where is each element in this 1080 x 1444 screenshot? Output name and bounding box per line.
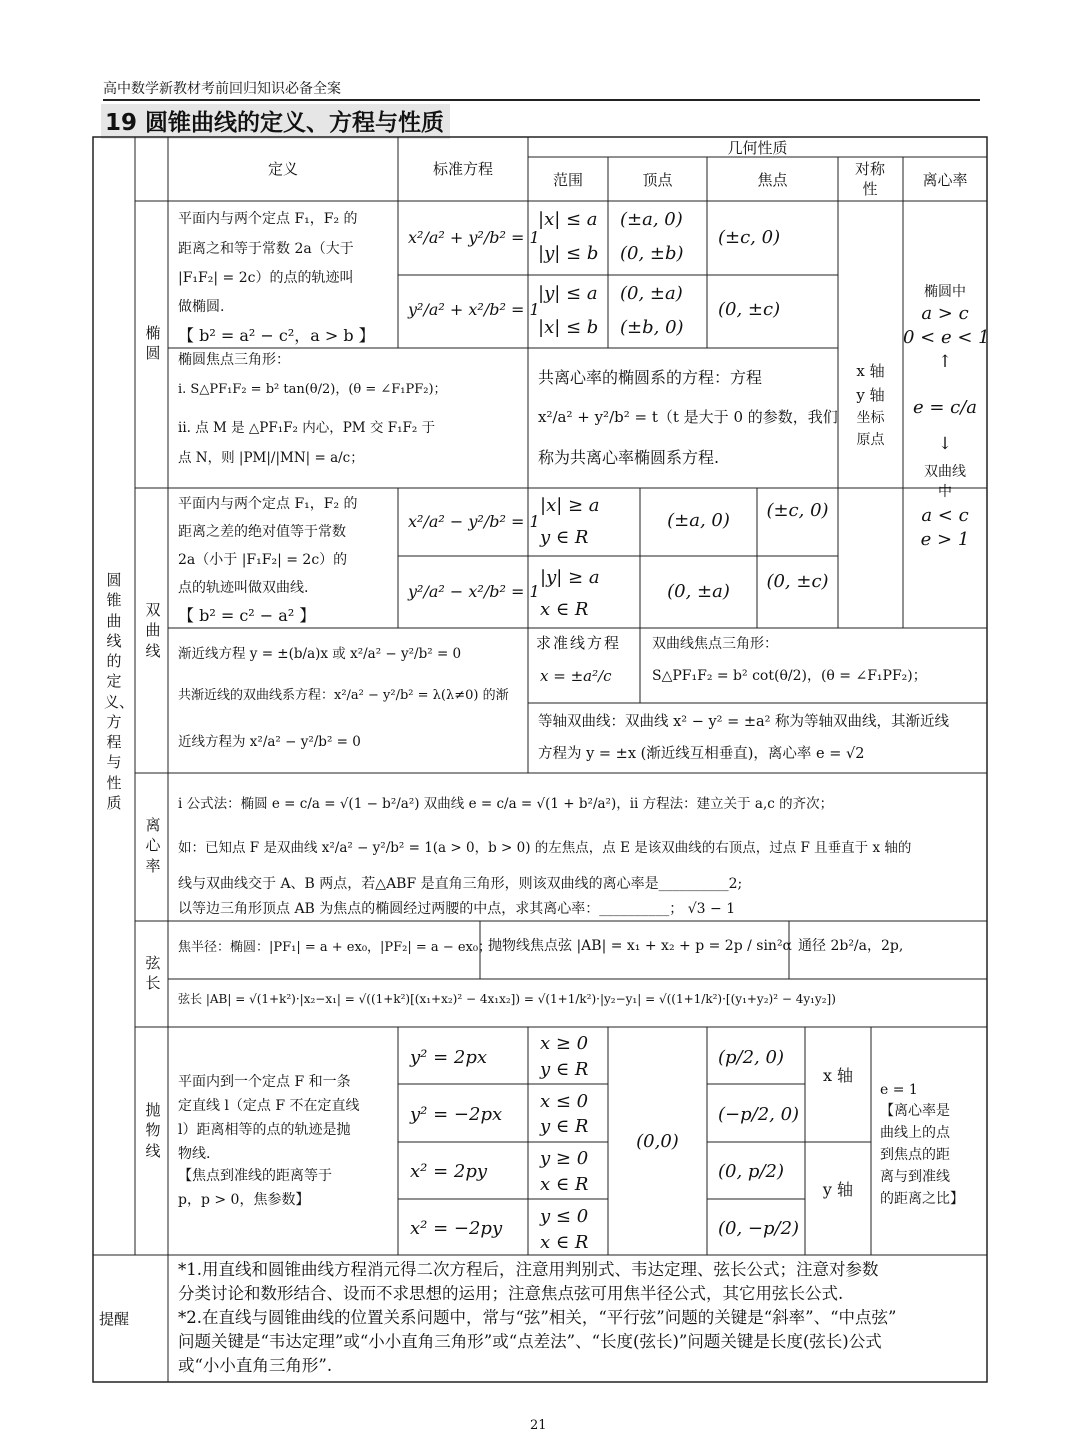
reminder-line: *2.在直线与圆锥曲线的位置关系问题中，常与“弦”相关，“平行弦”问题的关键是“斜率”、“中点弦”: [178, 1308, 897, 1327]
arrow-up-icon: ↑: [937, 352, 953, 372]
ecc-col-text: e = c/a: [912, 397, 978, 418]
parabola-focus: (0, −p/2): [718, 1218, 800, 1239]
ellipse-vertex: (0, ±b): [620, 243, 684, 264]
parabola-ecc: 到焦点的距: [880, 1147, 950, 1163]
hyperbola-vertex: (0, ±a): [667, 581, 730, 602]
ellipse-eq-y: y²/a² + x²/b² = 1: [408, 300, 540, 319]
parabola-ecc: 曲线上的点: [880, 1125, 950, 1141]
hyperbola-range: |y| ≥ a: [540, 567, 600, 588]
ecc-row-line: 如：已知点 F 是双曲线 x²/a² − y²/b² = 1(a > 0，b > 0) 的左焦点，点 E 是该双曲线的右顶点，过点 F 且垂直于 x 轴的: [178, 840, 912, 856]
parabola-ecc: e = 1: [880, 1082, 918, 1098]
ellipse-vertex: (±b, 0): [620, 317, 684, 338]
arrow-down-icon: ↓: [937, 434, 953, 454]
parabola-range: x ∈ R: [540, 1174, 589, 1195]
ellipse-eq-x: x²/a² + y²/b² = 1: [408, 228, 540, 247]
parabola-range: y ≤ 0: [540, 1206, 589, 1227]
parabola-eq: x² = 2py: [410, 1161, 488, 1182]
parabola-eq: y² = −2px: [410, 1104, 503, 1125]
parabola-vertex: (0,0): [636, 1131, 679, 1152]
symmetry-text: 原点: [856, 432, 885, 448]
ecc-row-line: i 公式法：椭圆 e = c/a = √(1 − b²/a²) 双曲线 e = c/a = √(1 + b²/a²)，ii 方程法：建立关于 a,c 的齐次；: [178, 796, 834, 812]
ellipse-def-line: |F₁F₂| = 2c）的点的轨迹叫: [178, 270, 354, 286]
ellipse-def-line: 距离之和等于常数 2a（大于: [178, 241, 354, 257]
section-label: 圆锥曲线的定义、方程与性质: [104, 571, 135, 812]
hyperbola-asymptote: 近线方程为 x²/a² − y²/b² = 0: [178, 734, 361, 750]
row-label-eccentricity: 离心率: [145, 816, 161, 875]
hyperbola-def-relation: 【 b² = c² − a² 】: [178, 606, 316, 625]
hyperbola-asymptote: 共渐近线的双曲线系方程：x²/a² − y²/b² = λ(λ≠0) 的渐: [178, 688, 509, 703]
symmetry-text: x 轴: [856, 362, 885, 380]
parabola-focus: (p/2, 0): [718, 1047, 784, 1068]
ellipse-focus: (±c, 0): [718, 227, 781, 248]
row-label-reminder: 提醒: [98, 1310, 129, 1328]
parabola-def-line: 物线.: [178, 1146, 211, 1162]
page-number: 21: [530, 1418, 547, 1433]
col-header-range: 范围: [552, 171, 583, 189]
col-header-eccentricity: 离心率: [922, 171, 968, 189]
ellipse-def-line: 平面内与两个定点 F₁，F₂ 的: [178, 211, 358, 227]
latus-rectum: 通径 2b²/a，2p,: [798, 938, 904, 954]
parabola-symmetry: x 轴: [822, 1066, 854, 1085]
ellipse-family: x²/a² + y²/b² = t（t 是大于 0 的参数，我们: [538, 408, 838, 426]
ellipse-focal-triangle: 点 N，则 |PM|/|MN| = a/c；: [178, 450, 364, 466]
reminder-line: 问题关键是“韦达定理”或“小小直角三角形”或“点差法”、“长度(弦长)”问题关键是长度(弦长)公式: [178, 1332, 882, 1351]
hyperbola-eq-x: x²/a² − y²/b² = 1: [408, 512, 540, 531]
parabola-focus: (−p/2, 0): [718, 1104, 800, 1125]
row-label-chord: 弦长: [145, 954, 161, 993]
focal-radius: 焦半径：椭圆：|PF₁| = a + ex₀，|PF₂| = a − ex₀；: [178, 940, 492, 955]
row-label-hyperbola: 双曲线: [145, 601, 161, 660]
ecc-col-text: 0 < e < 1: [903, 327, 990, 348]
hyperbola-range: y ∈ R: [540, 527, 589, 548]
ecc-row-line: 以等边三角形顶点 AB 为焦点的椭圆经过两腰的中点，求其离心率：__________； √3 − 1: [178, 901, 736, 917]
hyperbola-def-line: 平面内与两个定点 F₁，F₂ 的: [178, 496, 358, 512]
ellipse-focal-triangle: ii. 点 M 是 △PF₁F₂ 内心，PM 交 F₁F₂ 于: [178, 420, 436, 436]
ellipse-family: 共离心率的椭圆系的方程：方程: [538, 368, 763, 387]
hyperbola-asymptote: 渐近线方程 y = ±(b/a)x 或 x²/a² − y²/b² = 0: [178, 646, 462, 662]
parabola-range: y ∈ R: [540, 1059, 589, 1080]
parabola-range: x ≤ 0: [540, 1091, 589, 1112]
ellipse-focus: (0, ±c): [718, 299, 781, 320]
col-header-focus: 焦点: [757, 171, 788, 189]
row-label-ellipse: 椭圆: [145, 324, 161, 363]
col-header-symmetry: 对称性: [854, 160, 885, 198]
ellipse-family: 称为共离心率椭圆系方程.: [538, 448, 720, 467]
hyperbola-focal-triangle: 双曲线焦点三角形：: [652, 636, 778, 652]
hyperbola-vertex: (±a, 0): [667, 510, 730, 531]
parabola-def-line: l）距离相等的点的轨迹是抛: [178, 1122, 351, 1138]
ellipse-def-line: 做椭圆.: [178, 299, 225, 315]
parabola-symmetry: y 轴: [822, 1180, 854, 1199]
hyperbola-directrix: x = ±a²/c: [540, 667, 612, 685]
parabola-range: x ∈ R: [540, 1232, 589, 1253]
ecc-col-text: a > c: [921, 303, 969, 324]
reminder-line: 分类讨论和数形结合、设而不求思想的运用；注意焦点弦可用焦半径公式，其它用弦长公式.: [178, 1284, 844, 1303]
ecc-col-text: 双曲线: [924, 464, 966, 480]
hyperbola-def-line: 2a（小于 |F₁F₂| = 2c）的: [178, 552, 348, 568]
hyperbola-range: x ∈ R: [540, 599, 589, 620]
parabola-range: y ∈ R: [540, 1116, 589, 1137]
parabola-ecc: 【离心率是: [880, 1103, 950, 1119]
parabola-ecc: 的距离之比】: [880, 1191, 964, 1207]
symmetry-text: 坐标: [856, 410, 885, 426]
ellipse-range: |x| ≤ a: [538, 209, 598, 230]
parabola-def-line: p，p > 0，焦参数】: [178, 1192, 310, 1208]
col-header-standard-eq: 标准方程: [432, 160, 493, 178]
col-header-geometric: 几何性质: [727, 139, 788, 157]
hyperbola-focal-triangle: S△PF₁F₂ = b² cot(θ/2)，(θ = ∠F₁PF₂)；: [652, 668, 927, 684]
ecc-row-line: 线与双曲线交于 A、B 两点，若△ABF 是直角三角形，则该双曲线的离心率是__________2;: [178, 876, 743, 892]
reminder-line: 或“小小直角三角形”.: [178, 1356, 333, 1375]
reminder-line: *1.用直线和圆锥曲线方程消元得二次方程后，注意用判别式、韦达定理、弦长公式；注意对参数: [178, 1260, 879, 1279]
section-title: 19 圆锥曲线的定义、方程与性质: [101, 104, 450, 139]
ellipse-def-relation: 【 b² = a² − c²，a > b 】: [178, 326, 375, 345]
parabola-def-line: 平面内到一个定点 F 和一条: [178, 1074, 351, 1090]
parabola-eq: x² = −2py: [410, 1218, 503, 1239]
equilateral-hyperbola: 方程为 y = ±x (渐近线互相垂直)，离心率 e = √2: [538, 746, 865, 762]
ellipse-vertex: (0, ±a): [620, 283, 683, 304]
ecc-col-text: a < c: [921, 505, 969, 526]
chord-length: 弦长 |AB| = √(1+k²)·|x₂−x₁| = √((1+k²)[(x₁+x₂)² − 4x₁x₂]) = √(1+1/k²)·|y₂−y₁| = √((1+1/k²)·[(y₁+y₂)² − 4y₁y₂]): [178, 992, 836, 1006]
running-header: 高中数学新教材考前回归知识必备全案: [103, 81, 341, 97]
parabola-range: x ≥ 0: [540, 1033, 589, 1054]
parabola-eq: y² = 2px: [410, 1047, 488, 1068]
ecc-col-text: e > 1: [920, 529, 970, 550]
ellipse-focal-triangle: i. S△PF₁F₂ = b² tan(θ/2)，(θ = ∠F₁PF₂)；: [178, 382, 447, 397]
parabola-range: y ≥ 0: [540, 1148, 589, 1169]
ecc-col-text: 椭圆中: [924, 284, 966, 300]
equilateral-hyperbola: 等轴双曲线：双曲线 x² − y² = ±a² 称为等轴双曲线，其渐近线: [538, 714, 950, 730]
hyperbola-directrix: 求准线方程: [536, 634, 622, 652]
symmetry-text: y 轴: [856, 386, 885, 404]
ellipse-focal-triangle: 椭圆焦点三角形：: [178, 352, 290, 368]
parabola-def-line: 定直线 l（定点 F 不在定直线: [178, 1098, 360, 1114]
hyperbola-focus: (0, ±c): [766, 571, 829, 592]
col-header-vertex: 顶点: [642, 171, 673, 189]
ellipse-range: |y| ≤ a: [538, 283, 598, 304]
ecc-col-text: 中: [938, 484, 952, 500]
ellipse-range: |y| ≤ b: [538, 243, 599, 264]
parabola-focus: (0, p/2): [718, 1161, 784, 1182]
parabola-ecc: 离与到准线: [880, 1169, 950, 1185]
parabola-focal-chord: 抛物线焦点弦 |AB| = x₁ + x₂ + p = 2p / sin²α: [488, 938, 793, 954]
hyperbola-def-line: 点的轨迹叫做双曲线.: [178, 580, 309, 596]
hyperbola-eq-y: y²/a² − x²/b² = 1: [408, 582, 540, 601]
hyperbola-focus: (±c, 0): [766, 500, 829, 521]
ellipse-vertex: (±a, 0): [620, 209, 683, 230]
col-header-definition: 定义: [267, 160, 298, 178]
hyperbola-range: |x| ≥ a: [540, 495, 600, 516]
parabola-def-line: 【焦点到准线的距离等于: [178, 1168, 332, 1184]
row-label-parabola: 抛物线: [145, 1101, 161, 1160]
hyperbola-def-line: 距离之差的绝对值等于常数: [178, 524, 346, 540]
ellipse-range: |x| ≤ b: [538, 317, 599, 338]
